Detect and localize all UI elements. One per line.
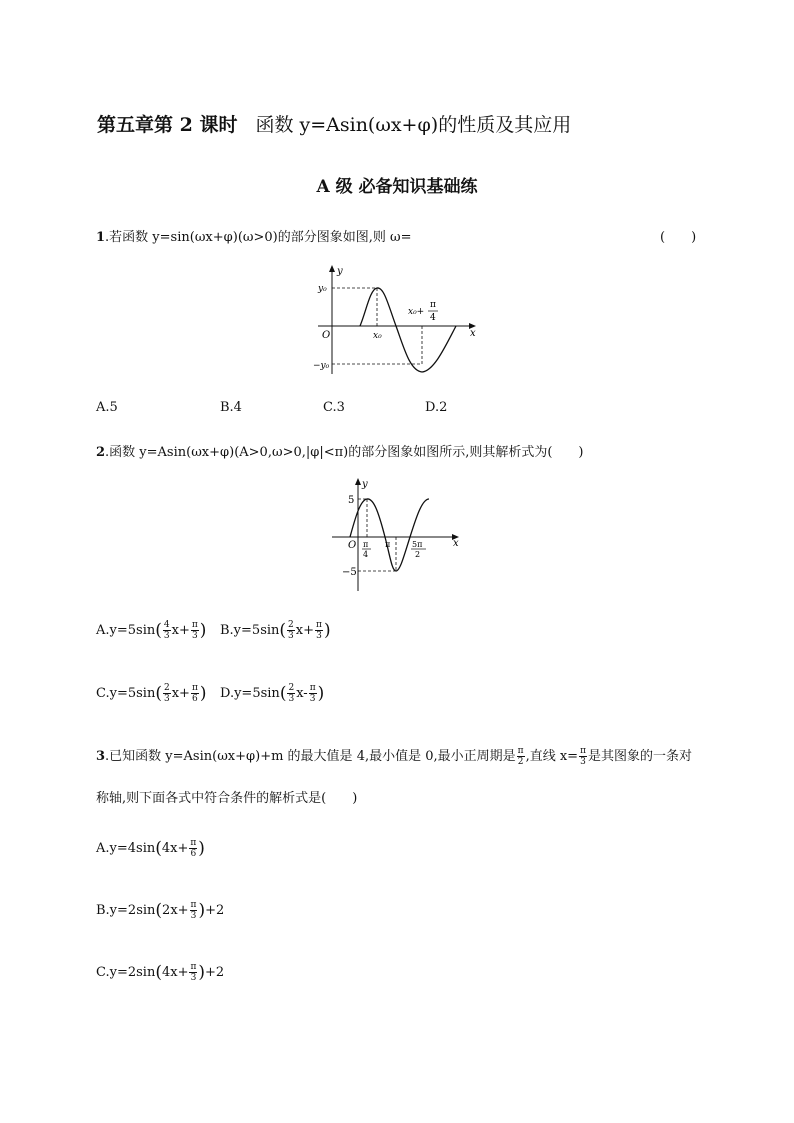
question-text: .函数 y=Asin(ωx+φ)(A>0,ω>0,|φ|<π)的部分图象如图所示,则其解析式为( ): [105, 445, 584, 460]
x-label: x: [453, 538, 459, 549]
question-number: 2: [96, 445, 106, 460]
pi-label: π: [363, 540, 369, 549]
origin-label: O: [322, 330, 331, 341]
question-number: 1: [96, 230, 106, 245]
option-a[interactable]: A.5: [96, 400, 118, 415]
y-axis-arrow: [329, 265, 335, 272]
section-heading: A 级 必备知识基础练: [316, 177, 478, 197]
neg-five-label: −5: [342, 567, 357, 578]
q2-sine-graph: [328, 474, 468, 594]
four-label: 4: [430, 313, 436, 323]
option-d[interactable]: D.y=5sin( $\frac{2}{3}$ x- $\frac{\pi}{3}$ ): [220, 683, 325, 704]
option-a[interactable]: A.y=5sin( $\frac{4}{3}$ x+ $\frac{\pi}{3}$ ): [96, 620, 207, 641]
option-b[interactable]: B.y=5sin( $\frac{2}{3}$ x+ $\frac{\pi}{3}$ ): [220, 620, 331, 641]
pi-label: π: [430, 300, 436, 310]
x0-label: x₀: [373, 331, 382, 341]
y-axis-arrow: [355, 478, 361, 485]
option-d[interactable]: D.2: [425, 400, 448, 415]
sine-curve: [350, 499, 429, 571]
x0-plus-label: x₀+: [408, 307, 425, 317]
five-label: 5: [348, 495, 355, 506]
sine-curve: [360, 288, 456, 372]
y0-label: y₀: [318, 284, 327, 294]
option-c[interactable]: C.3: [323, 400, 345, 415]
lesson-subtitle: 函数 y=Asin(ωx+φ)的性质及其应用: [255, 114, 572, 136]
q1-sine-graph: [310, 262, 490, 377]
option-a[interactable]: A.y=4sin(4x+ $\frac{\pi}{6}$ ): [96, 838, 205, 859]
option-c[interactable]: C.y=2sin(4x+ $\frac{\pi}{3}$ )+2: [96, 962, 225, 983]
option-b[interactable]: B.4: [220, 400, 242, 415]
four-label: 4: [363, 550, 369, 559]
question-1: [96, 226, 412, 245]
five-pi-label: 5π: [412, 540, 423, 549]
x-label: x: [470, 328, 476, 339]
question-3: 3.已知函数 y=Asin(ωx+φ)+m 的最大值是 4,最小值是 0,最小正周期是 $\frac{\pi}{2}$ ,直线 x= $\frac{\pi}{3}$ 是其图象的一条对: [96, 746, 692, 767]
two-label: 2: [415, 550, 421, 559]
answer-bracket: ( ): [660, 230, 697, 245]
neg-y0-label: −y₀: [313, 361, 330, 371]
page-title: [97, 110, 571, 137]
question-text: .若函数 y=sin(ωx+φ)(ω>0)的部分图象如图,则 ω=: [105, 230, 412, 245]
option-c[interactable]: C.y=5sin( $\frac{2}{3}$ x+ $\frac{\pi}{6}$ ): [96, 683, 207, 704]
y-label: y: [362, 479, 368, 490]
question-number: 3: [96, 749, 106, 764]
question-3-line-2: 称轴,则下面各式中符合条件的解析式是( ): [96, 791, 358, 806]
origin-label: O: [348, 540, 357, 551]
option-b[interactable]: B.y=2sin(2x+ $\frac{\pi}{3}$ )+2: [96, 900, 225, 921]
pi-tick-label: π: [385, 540, 391, 549]
y-label: y: [337, 266, 343, 277]
chapter-label: 第五章第 2 课时: [97, 114, 238, 136]
question-2: [96, 441, 584, 460]
